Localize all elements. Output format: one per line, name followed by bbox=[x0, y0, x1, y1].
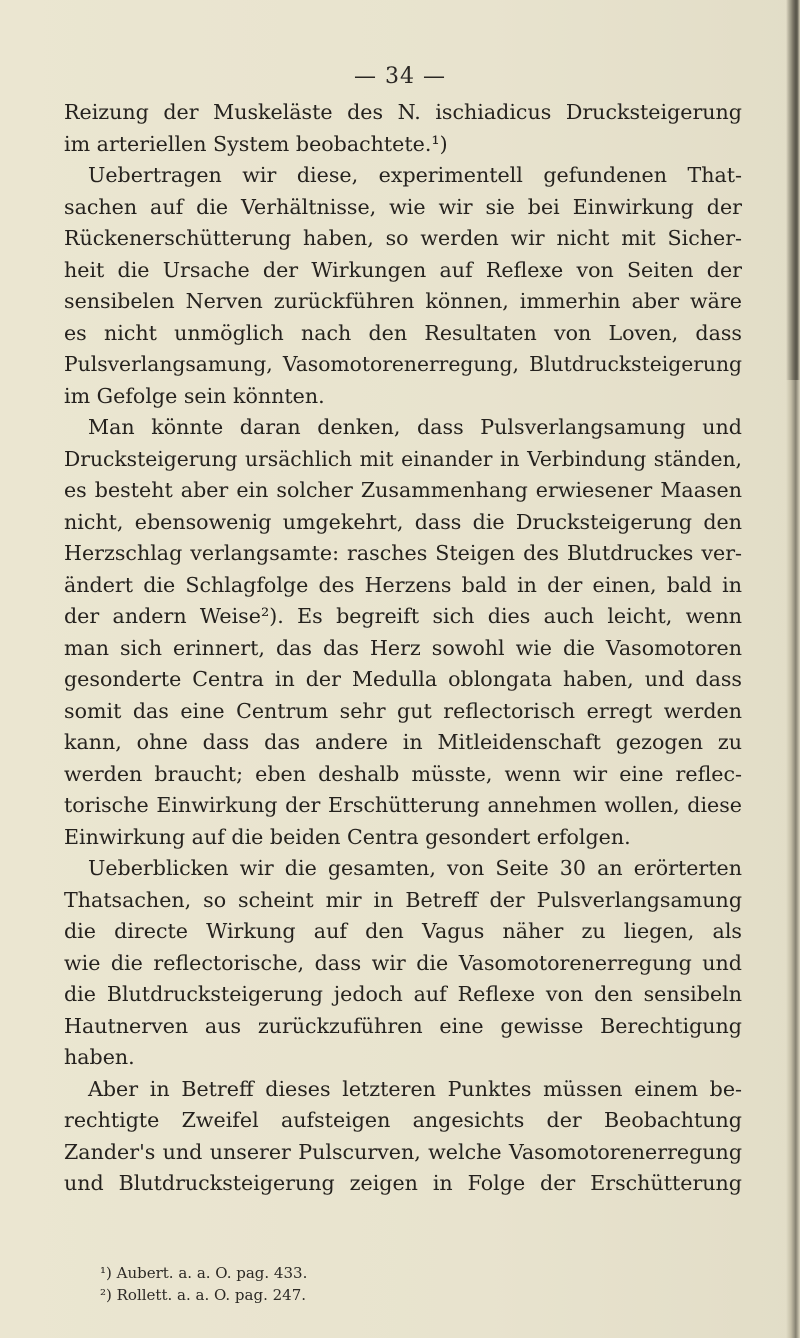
text-line: gesonderte Centra in der Medulla oblongata haben, und dass bbox=[64, 667, 742, 691]
text-line: Aber in Betreff dieses letzteren Punktes müssen einem be- bbox=[88, 1076, 742, 1101]
text-line: Thatsachen, so scheint mir in Betreff der Pulsverlangsamung bbox=[64, 887, 742, 912]
text-line: die Blutdrucksteigerung jedoch auf Reflexe von den sensibeln bbox=[64, 982, 742, 1006]
text-line: nicht, ebensowenig umgekehrt, dass die Drucksteigerung den bbox=[64, 509, 742, 534]
text-line: wie die reflectorische, dass wir die Vasomotorenerregung und bbox=[64, 950, 742, 975]
text-line: sachen auf die Verhältnisse, wie wir sie bei Einwirkung der bbox=[64, 194, 742, 219]
text-line: man sich erinnert, das das Herz sowohl wie die Vasomotoren bbox=[64, 635, 742, 660]
text-line: somit das eine Centrum sehr gut reflectorisch erregt werden bbox=[64, 698, 742, 723]
text-line: der andern Weise²). Es begreift sich dies auch leicht, wenn bbox=[64, 604, 742, 628]
footnote: ²) Rollett. a. a. O. pag. 247. bbox=[100, 1286, 307, 1304]
body-text bbox=[64, 97, 742, 1200]
text-line: Ueberblicken wir die gesamten, von Seite 30 an erörterten bbox=[88, 856, 742, 880]
text-line: im Gefolge sein könnten. bbox=[64, 383, 325, 408]
book-edge-dark-band bbox=[786, 0, 800, 380]
text-line: ändert die Schlagfolge des Herzens bald in der einen, bald in bbox=[64, 572, 742, 597]
text-line: torische Einwirkung der Erschütterung annehmen wollen, diese bbox=[64, 793, 742, 817]
text-line: Zander's und unserer Pulscurven, welche Vasomotorenerregung bbox=[64, 1139, 742, 1164]
footnotes bbox=[100, 1262, 307, 1306]
text-line: haben. bbox=[64, 1045, 135, 1069]
text-line: Rückenerschütterung haben, so werden wir nicht mit Sicher- bbox=[64, 226, 742, 250]
page-number: — 34 — bbox=[354, 64, 446, 89]
text-line: Man könnte daran denken, dass Pulsverlangsamung und bbox=[88, 415, 742, 439]
text-line: Hautnerven aus zurückzuführen eine gewisse Berechtigung bbox=[64, 1013, 742, 1038]
text-line: und Blutdrucksteigerung zeigen in Folge der Erschütterung bbox=[64, 1171, 742, 1195]
text-line: Einwirkung auf die beiden Centra gesondert erfolgen. bbox=[64, 824, 631, 849]
text-line: Herzschlag verlangsamte: rasches Steigen des Blutdruckes ver- bbox=[64, 541, 742, 565]
footnote: ¹) Aubert. a. a. O. pag. 433. bbox=[100, 1264, 308, 1282]
text-line: heit die Ursache der Wirkungen auf Reflexe von Seiten der bbox=[64, 257, 742, 282]
text-line: Pulsverlangsamung, Vasomotorenerregung, Blutdrucksteigerung bbox=[64, 352, 742, 376]
text-line: im arteriellen System beobachtete.¹) bbox=[64, 131, 448, 156]
text-line: die directe Wirkung auf den Vagus näher zu liegen, als bbox=[64, 919, 742, 943]
text-line: Reizung der Muskeläste des N. ischiadicus Drucksteigerung bbox=[64, 100, 742, 124]
text-line: Uebertragen wir diese, experimentell gefundenen That- bbox=[88, 163, 742, 187]
text-line: sensibelen Nerven zurückführen können, immerhin aber wäre bbox=[64, 289, 742, 313]
text-line: es besteht aber ein solcher Zusammenhang erwiesener Maasen bbox=[64, 478, 742, 502]
text-line: es nicht unmöglich nach den Resultaten von Loven, dass bbox=[64, 320, 742, 345]
text-line: Drucksteigerung ursächlich mit einander in Verbindung ständen, bbox=[64, 446, 742, 471]
text-line: kann, ohne dass das andere in Mitleidenschaft gezogen zu bbox=[64, 730, 742, 754]
text-line: rechtigte Zweifel aufsteigen angesichts der Beobachtung bbox=[64, 1108, 742, 1132]
text-line: werden braucht; eben deshalb müsste, wenn wir eine reflec- bbox=[64, 761, 742, 786]
